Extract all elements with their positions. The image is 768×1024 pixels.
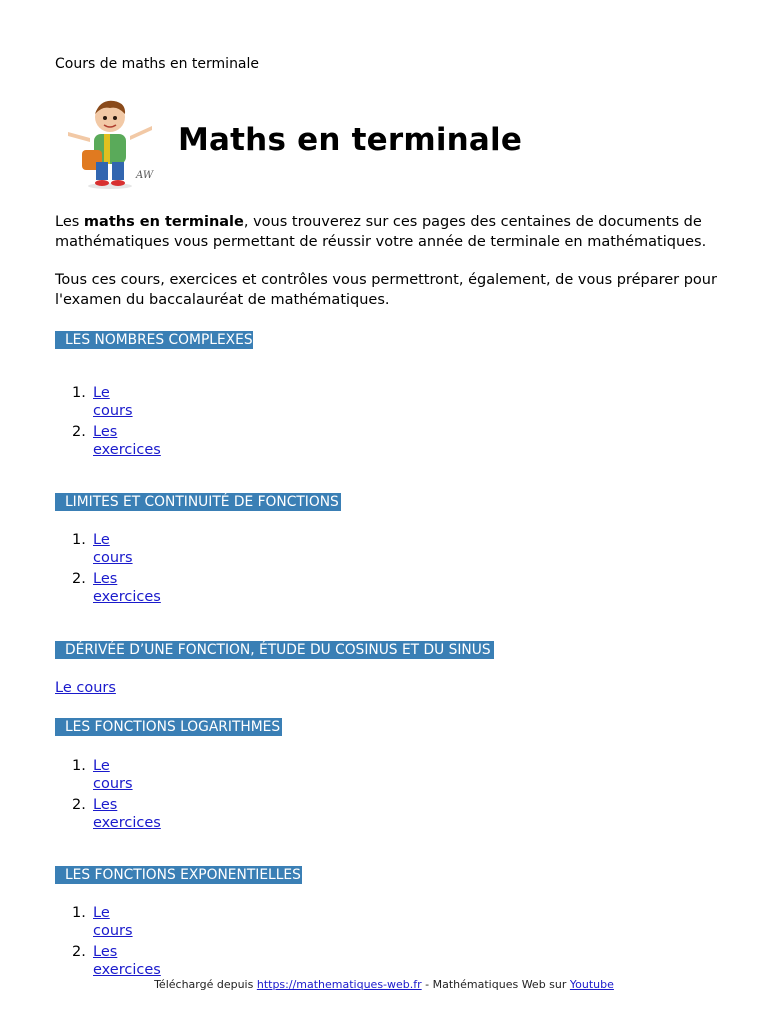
intro-paragraph-1: Les maths en terminale, vous trouverez sur ces pages des centaines de documents de mathématiques vous permettant de réussir votre année de terminale en mathématiques. bbox=[55, 214, 707, 250]
page-footer: Téléchargé depuis https://mathematiques-web.fr - Mathématiques Web sur Youtube bbox=[154, 978, 614, 991]
course-link[interactable]: Le cours bbox=[93, 905, 133, 939]
intro-bold-keyword: maths en terminale bbox=[83, 214, 244, 230]
exercises-link[interactable]: Les exercices bbox=[93, 797, 161, 831]
course-label: Cours de maths en terminale bbox=[55, 56, 260, 72]
section-heading-limits: LIMITES ET CONTINUITÉ DE FONCTIONS bbox=[55, 493, 341, 511]
site-link[interactable]: https://mathematiques-web.fr bbox=[256, 978, 422, 991]
intro-paragraph-2: Tous ces cours, exercices et contrôles vous permettront, également, de vous préparer pour l'examen du baccalauréat de mathématiques. bbox=[55, 272, 717, 308]
hero-banner bbox=[60, 96, 660, 192]
course-link[interactable]: Le cours bbox=[93, 385, 133, 419]
student-mascot-icon bbox=[60, 96, 160, 192]
course-link[interactable]: Le cours bbox=[93, 758, 133, 792]
section-heading-derivative: DÉRIVÉE D’UNE FONCTION, ÉTUDE DU COSINUS ET DU SINUS bbox=[55, 641, 494, 659]
exercises-link[interactable]: Les exercices bbox=[93, 424, 161, 458]
exercises-link[interactable]: Les exercices bbox=[93, 944, 161, 978]
course-link[interactable]: Le cours bbox=[55, 680, 116, 696]
section-heading-complex-numbers: LES NOMBRES COMPLEXES bbox=[55, 331, 253, 349]
course-link[interactable]: Le cours bbox=[93, 532, 133, 566]
section-heading-logarithms: LES FONCTIONS LOGARITHMES bbox=[55, 718, 282, 736]
page-title: Maths en terminale bbox=[178, 122, 523, 158]
exercises-link[interactable]: Les exercices bbox=[93, 571, 161, 605]
youtube-link[interactable]: Youtube bbox=[569, 978, 614, 991]
section-heading-exponentials: LES FONCTIONS EXPONENTIELLES bbox=[55, 866, 302, 884]
site-logo-mark: AW bbox=[136, 170, 154, 181]
